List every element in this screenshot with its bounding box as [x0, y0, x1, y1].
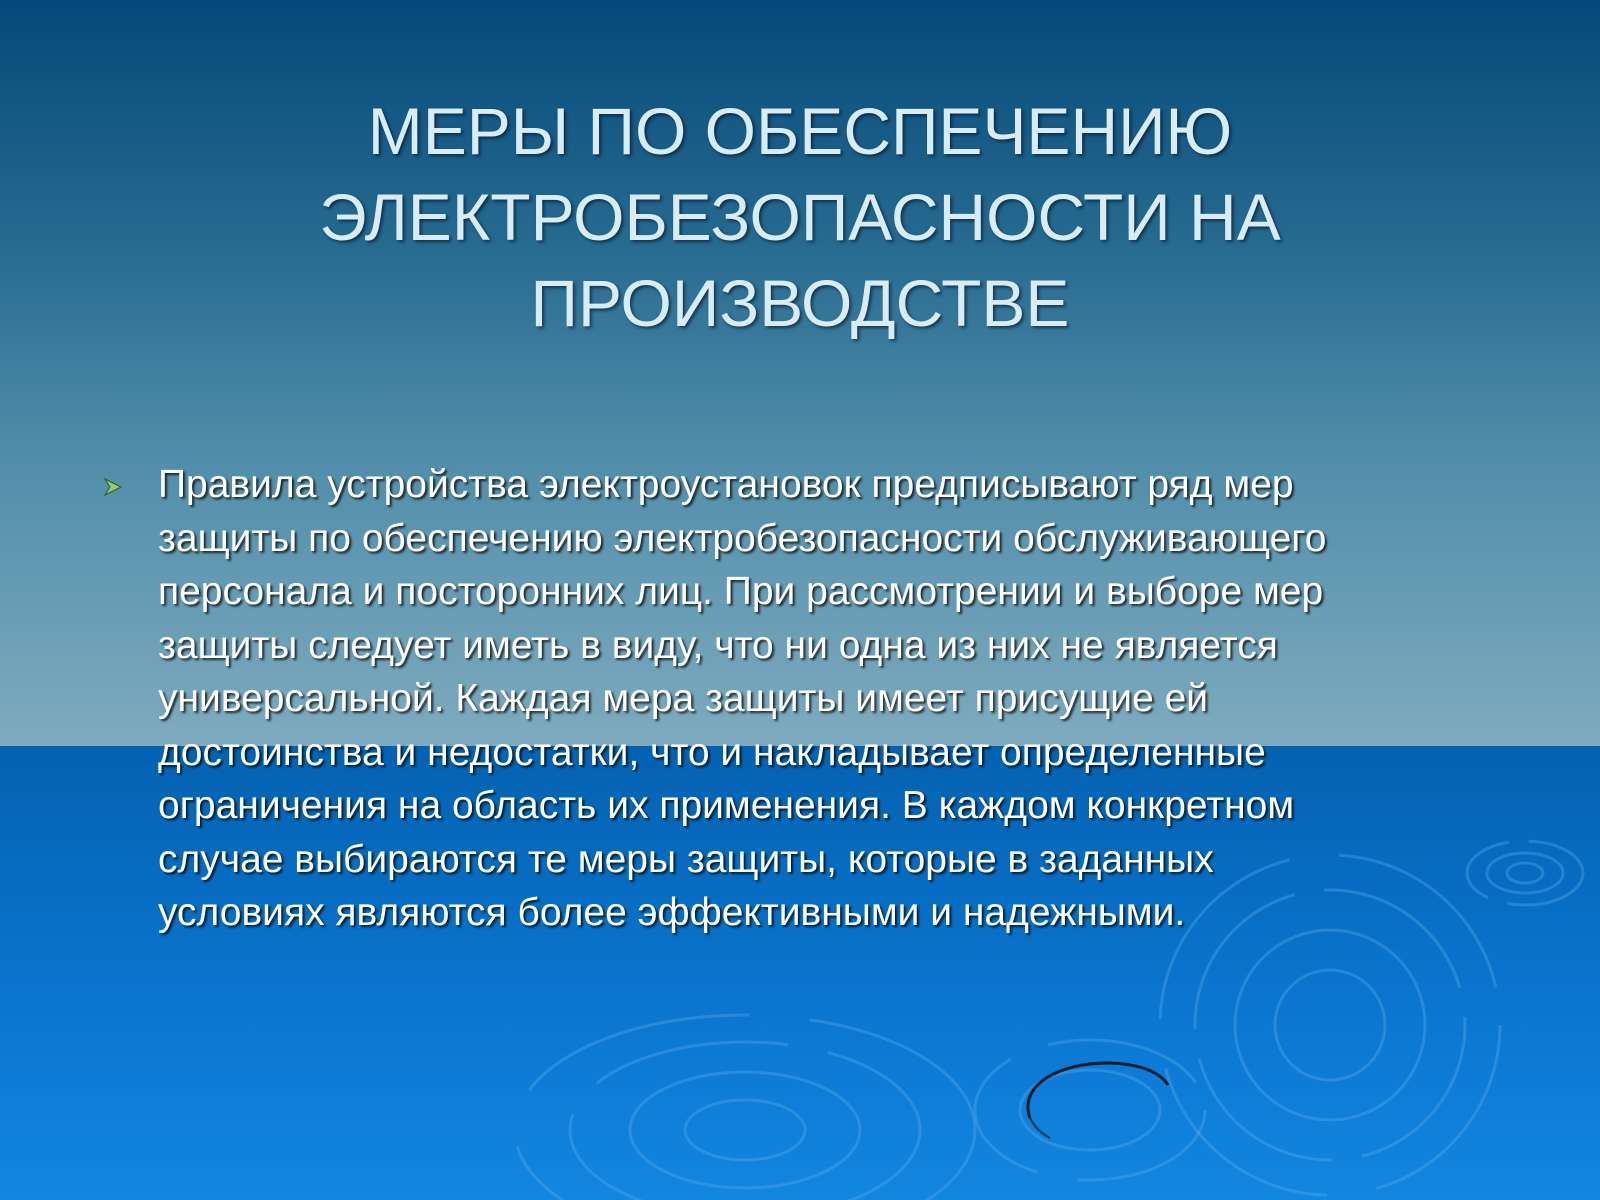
bullet-text-line: персонала и посторонних лиц. При рассмотрении и выборе мер: [158, 570, 1324, 613]
bullet-text-line: условиях являются более эффективными и надежными.: [158, 891, 1186, 934]
slide-title-line: ПРОИЗВОДСТВЕ: [530, 266, 1070, 340]
bullet-list: [96, 458, 1516, 940]
bullet-text-line: защиты по обеспечению электробезопасности обслуживающего: [158, 516, 1327, 560]
bullet-text-line: универсальной. Каждая мера защиты имеет присущие ей: [158, 677, 1209, 720]
bullet-text-line: достоинства и недостатки, что и накладывает определенные: [158, 730, 1266, 774]
slide-title-line: МЕРЫ ПО ОБЕСПЕЧЕНИЮ: [367, 94, 1233, 168]
bullet-text-line: случае выбираются те меры защиты, которые в заданных: [158, 837, 1214, 881]
bullet-item: [96, 458, 1516, 940]
slide-title-line: ЭЛЕКТРОБЕЗОПАСНОСТИ НА: [319, 180, 1281, 254]
bullet-text-line: Правила устройства электроустановок предписывают ряд мер: [158, 463, 1294, 506]
arrow-bullet-icon: [102, 476, 124, 498]
bullet-text-line: защиты следует иметь в виду, что ни одна из них не является: [158, 623, 1278, 667]
bullet-text-line: ограничения на область их применения. В каждом конкретном: [158, 784, 1295, 827]
slide-title: [200, 88, 1400, 346]
